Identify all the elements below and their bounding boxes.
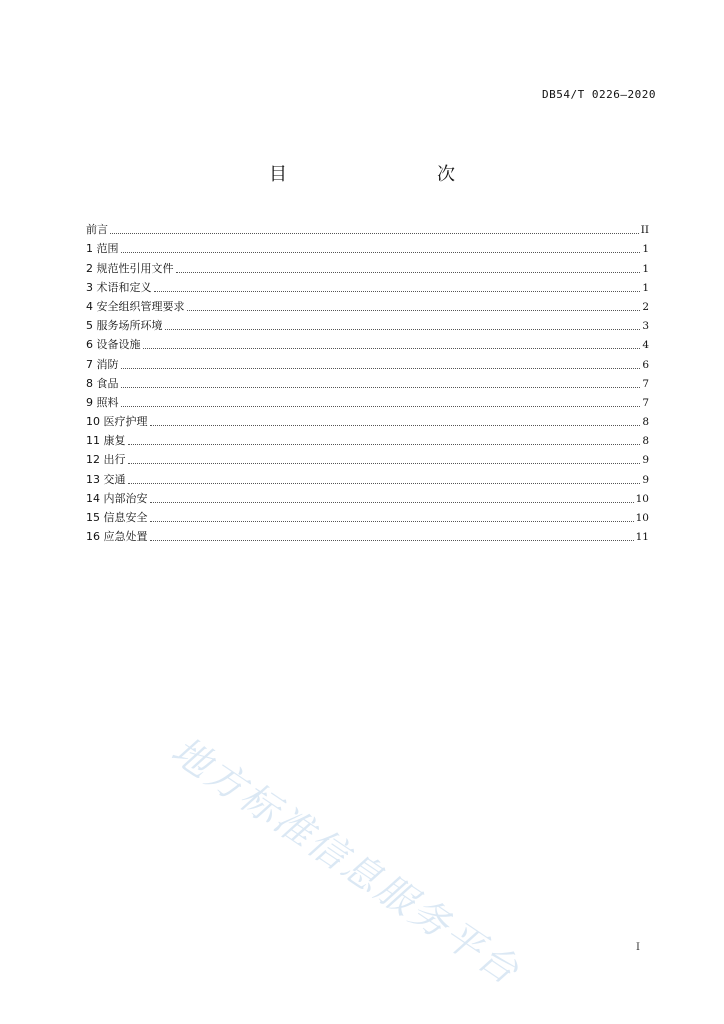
- toc-leader-dots: [187, 310, 641, 311]
- toc-leader-dots: [165, 329, 641, 330]
- toc-entry-label: 13 交通: [86, 472, 126, 486]
- page-title: 目 次: [269, 164, 493, 185]
- toc-entry-page: 8: [642, 435, 649, 448]
- toc-leader-dots: [154, 291, 641, 292]
- toc-entry-page: 7: [642, 396, 649, 409]
- toc-entry-label: 6 设备设施: [86, 338, 141, 352]
- toc-entry-label: 10 医疗护理: [86, 415, 148, 429]
- toc-leader-dots: [150, 540, 634, 541]
- toc-entry[interactable]: [86, 410, 649, 429]
- toc-entry-label: 16 应急处置: [86, 530, 148, 544]
- watermark-text: 地方标准信息服务平台: [163, 728, 529, 994]
- toc-leader-dots: [128, 444, 641, 445]
- toc-entry-page: 2: [642, 300, 649, 313]
- standard-code: DB54/T 0226—2020: [542, 88, 656, 101]
- toc-leader-dots: [150, 425, 641, 426]
- toc-entry[interactable]: [86, 352, 649, 371]
- toc-entry-page: 3: [642, 320, 649, 333]
- toc-entry-page: 1: [642, 281, 649, 294]
- toc-leader-dots: [143, 348, 641, 349]
- toc-entry[interactable]: [86, 333, 649, 352]
- toc-entry-page: 6: [642, 358, 649, 371]
- toc-entry-label: 15 信息安全: [86, 511, 148, 524]
- toc-entry-label: 7 消防: [86, 357, 119, 371]
- toc-entry-label: 12 出行: [86, 453, 126, 467]
- toc-entry-label: 5 服务场所环境: [86, 319, 163, 333]
- toc-entry-label: 9 照料: [86, 395, 119, 409]
- toc-entry[interactable]: [86, 448, 649, 467]
- toc-leader-dots: [128, 463, 641, 464]
- toc-leader-dots: [110, 233, 639, 234]
- toc-entry-label: 2 规范性引用文件: [86, 261, 174, 275]
- toc-entry[interactable]: [86, 256, 649, 275]
- toc-entry[interactable]: [86, 429, 649, 448]
- toc-entry-page: 11: [635, 531, 649, 544]
- toc-entry-page: 1: [642, 262, 649, 275]
- toc-entry-label: 4 安全组织管理要求: [86, 299, 185, 313]
- toc-entry-page: II: [640, 224, 649, 237]
- toc-entry[interactable]: [86, 391, 649, 410]
- table-of-contents: [86, 218, 649, 544]
- toc-leader-dots: [150, 502, 634, 503]
- toc-entry-page: 1: [642, 243, 649, 256]
- toc-entry[interactable]: [86, 237, 649, 256]
- toc-entry-label: 前言: [86, 223, 108, 237]
- toc-entry[interactable]: [86, 372, 649, 391]
- toc-entry[interactable]: [86, 218, 649, 237]
- toc-entry-page: 4: [642, 339, 649, 352]
- toc-entry-page: 9: [642, 454, 649, 467]
- toc-entry-page: 8: [642, 416, 649, 429]
- toc-entry-label: 11 康复: [86, 434, 126, 448]
- toc-entry-label: 3 术语和定义: [86, 280, 152, 294]
- toc-entry[interactable]: [86, 276, 649, 295]
- toc-entry[interactable]: [86, 506, 649, 525]
- toc-entry[interactable]: [86, 525, 649, 544]
- toc-leader-dots: [121, 406, 641, 407]
- toc-leader-dots: [150, 521, 634, 522]
- toc-leader-dots: [121, 387, 641, 388]
- toc-entry-label: 1 范围: [86, 242, 119, 256]
- toc-leader-dots: [176, 272, 641, 273]
- toc-entry[interactable]: [86, 295, 649, 314]
- toc-entry[interactable]: [86, 314, 649, 333]
- toc-entry-page: 9: [642, 473, 649, 486]
- toc-entry-label: 8 食品: [86, 376, 119, 390]
- toc-entry[interactable]: [86, 467, 649, 486]
- toc-leader-dots: [121, 368, 641, 369]
- toc-entry-page: 10: [635, 512, 649, 524]
- toc-entry-label: 14 内部治安: [86, 491, 148, 505]
- toc-leader-dots: [128, 483, 641, 484]
- toc-entry-page: 10: [635, 492, 649, 505]
- toc-entry-page: 7: [642, 377, 649, 390]
- page-number: I: [636, 942, 640, 953]
- toc-leader-dots: [121, 252, 641, 253]
- toc-entry[interactable]: [86, 487, 649, 506]
